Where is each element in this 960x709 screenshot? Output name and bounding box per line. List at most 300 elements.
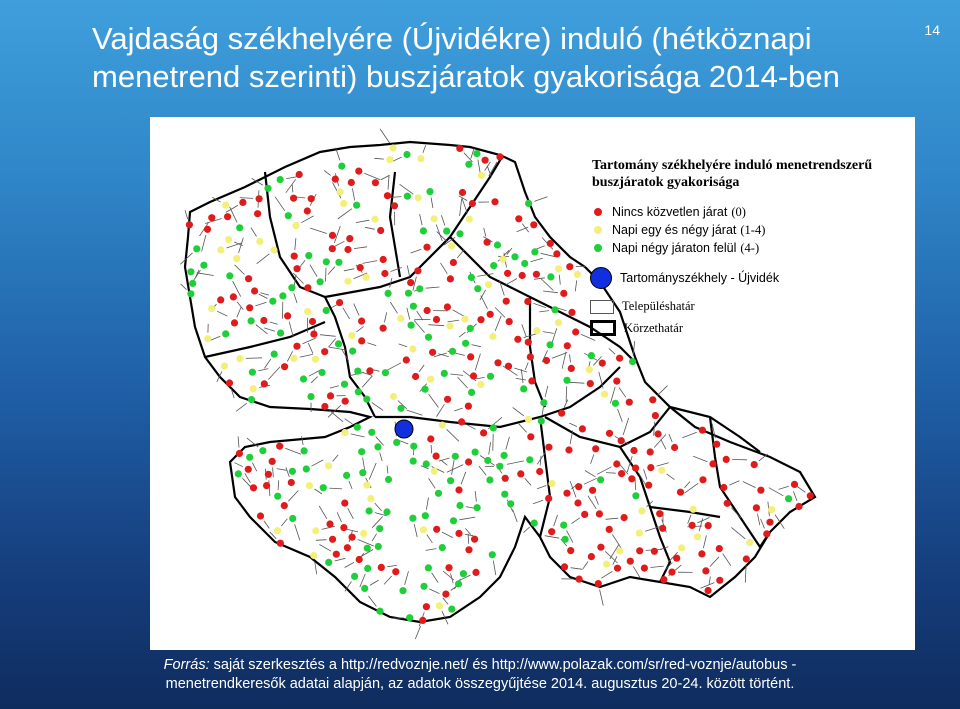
settlement-dot [465, 403, 472, 410]
settlement-dot [465, 161, 472, 168]
settlement-dot [545, 495, 552, 502]
settlement-dot [284, 312, 291, 319]
settlement-dot [340, 524, 347, 531]
map-panel [150, 117, 915, 650]
settlement-dot [501, 491, 508, 498]
settlement-dot [656, 510, 663, 517]
settlement-dot [256, 195, 263, 202]
settlement-dot [507, 500, 514, 507]
settlement-dot [380, 325, 387, 332]
legend-item-settlement-border [590, 299, 910, 314]
settlement-dot [574, 499, 581, 506]
settlement-dot [231, 319, 238, 326]
settlement-dot [456, 502, 463, 509]
legend-border-label: Körzethatár [624, 320, 683, 335]
settlement-dot [425, 564, 432, 571]
settlement-dot [410, 458, 417, 465]
settlement-dot [480, 429, 487, 436]
settlement-dot [225, 236, 232, 243]
settlement-dot [344, 544, 351, 551]
settlement-dot [349, 534, 356, 541]
settlement-dot [319, 369, 326, 376]
settlement-dot [250, 385, 257, 392]
settlement-dot [236, 450, 243, 457]
settlement-dot [222, 330, 229, 337]
settlement-dot [450, 259, 457, 266]
settlement-dot [455, 530, 462, 537]
settlement-dot [422, 512, 429, 519]
settlement-dot [304, 308, 311, 315]
settlement-dot [343, 472, 350, 479]
settlement-dot [525, 200, 532, 207]
map-legend [590, 157, 910, 336]
settlement-dot [574, 271, 581, 278]
settlement-dot [555, 265, 562, 272]
settlement-dot [424, 307, 431, 314]
settlement-dot [484, 457, 491, 464]
settlement-dot [443, 228, 450, 235]
settlement-dot [271, 351, 278, 358]
settlement-dot [375, 543, 382, 550]
settlement-dot [289, 515, 296, 522]
settlement-dot [587, 380, 594, 387]
settlement-dot [499, 256, 506, 263]
settlement-dot [392, 568, 399, 575]
settlement-dot [245, 466, 252, 473]
settlement-dot [337, 188, 344, 195]
settlement-dot [458, 418, 465, 425]
page-number: 14 [924, 22, 940, 38]
settlement-dot [636, 547, 643, 554]
settlement-dot [378, 564, 385, 571]
settlement-dot [489, 333, 496, 340]
settlement-dot [448, 606, 455, 613]
settlement-dot [444, 303, 451, 310]
settlement-dot [478, 172, 485, 179]
settlement-dot [487, 311, 494, 318]
settlement-dot [304, 207, 311, 214]
settlement-dot [456, 145, 463, 152]
settlement-dot [329, 245, 336, 252]
settlement-dot [245, 275, 252, 282]
settlement-dot [477, 381, 484, 388]
settlement-dot [279, 292, 286, 299]
settlement-dot [249, 369, 256, 376]
settlement-dot [689, 522, 696, 529]
settlement-dot [455, 580, 462, 587]
settlement-dot [390, 393, 397, 400]
settlement-dot [193, 245, 200, 252]
settlement-dot [588, 352, 595, 359]
settlement-dot [363, 396, 370, 403]
settlement-dot [276, 443, 283, 450]
settlement-dot [236, 355, 243, 362]
settlement-dot [599, 360, 606, 367]
settlement-dot [709, 460, 716, 467]
settlement-dot [482, 157, 489, 164]
settlement-dot [263, 482, 270, 489]
yellow-dot-icon [594, 226, 602, 234]
settlement-dot [467, 353, 474, 360]
settlement-dot [543, 357, 550, 364]
settlement-dot [465, 458, 472, 465]
settlement-dot [530, 221, 537, 228]
settlement-dot [698, 550, 705, 557]
settlement-dot [490, 424, 497, 431]
settlement-dot [447, 477, 454, 484]
settlement-dot [224, 213, 231, 220]
settlement-dot [217, 296, 224, 303]
settlement-dot [447, 323, 454, 330]
settlement-dot [471, 536, 478, 543]
settlement-dot [417, 155, 424, 162]
settlement-dot [239, 199, 246, 206]
settlement-dot [456, 230, 463, 237]
settlement-dot [638, 507, 645, 514]
legend-item-no-direct [590, 203, 910, 221]
settlement-dot [303, 465, 310, 472]
settlement-dot [354, 368, 361, 375]
settlement-dot [377, 227, 384, 234]
settlement-dot [269, 458, 276, 465]
settlement-dot [444, 396, 451, 403]
settlement-dot [407, 279, 414, 286]
settlement-dot [795, 503, 802, 510]
settlement-dot [473, 150, 480, 157]
settlement-dot [289, 468, 296, 475]
settlement-dot [505, 363, 512, 370]
settlement-dot [433, 526, 440, 533]
settlement-dot [390, 144, 397, 151]
settlement-dot [325, 559, 332, 566]
settlement-dot [592, 445, 599, 452]
settlement-dot [723, 456, 730, 463]
settlement-dot [320, 484, 327, 491]
settlement-dot [403, 356, 410, 363]
settlement-dot [230, 293, 237, 300]
settlement-dot [296, 171, 303, 178]
thin-border-swatch-icon [590, 300, 614, 314]
settlement-dot [269, 298, 276, 305]
settlement-dot [344, 246, 351, 253]
settlement-dot [264, 185, 271, 192]
settlement-dot [462, 340, 469, 347]
settlement-dot [807, 492, 814, 499]
settlement-dot [517, 470, 524, 477]
settlement-dot [307, 393, 314, 400]
settlement-dot [659, 525, 666, 532]
legend-border-label: Településhatár [622, 299, 695, 313]
settlement-dot [274, 527, 281, 534]
settlement-dot [363, 482, 370, 489]
settlement-dot [612, 400, 619, 407]
settlement-dot [579, 425, 586, 432]
settlement-dot [409, 345, 416, 352]
settlement-dot [251, 287, 258, 294]
settlement-dot [485, 281, 492, 288]
settlement-dot [442, 591, 449, 598]
settlement-dot [372, 216, 379, 223]
settlement-dot [526, 456, 533, 463]
settlement-border-segment [380, 129, 390, 143]
settlement-border-segment [236, 403, 247, 411]
settlement-dot [465, 546, 472, 553]
settlement-dot [468, 389, 475, 396]
settlement-dot [383, 508, 390, 515]
settlement-dot [254, 210, 261, 217]
settlement-dot [501, 452, 508, 459]
settlement-dot [300, 375, 307, 382]
settlement-dot [355, 168, 362, 175]
settlement-dot [597, 476, 604, 483]
seat-novi-sad-marker [395, 420, 413, 438]
settlement-dot [690, 506, 697, 513]
legend-item-seat [590, 267, 910, 289]
source-line-2: menetrendkeresők adatai alapján, az adatok összegyűjtése 2014. augusztus 20-24. között történt. [165, 676, 795, 692]
settlement-dot [439, 422, 446, 429]
settlement-dot [791, 481, 798, 488]
legend-title: Tartomány székhelyére induló menetrendszerű buszjáratok gyakorisága [592, 158, 873, 190]
settlement-dot [565, 446, 572, 453]
settlement-dot [528, 377, 535, 384]
settlement-dot [589, 487, 596, 494]
settlement-dot [361, 585, 368, 592]
settlement-dot [363, 274, 370, 281]
settlement-dot [376, 608, 383, 615]
settlement-dot [632, 492, 639, 499]
settlement-dot [524, 298, 531, 305]
settlement-dot [312, 356, 319, 363]
source-text-1: saját szerkesztés a http://redvoznje.net/ és http://www.polazak.com/sr/red-voznje/autobus - [213, 657, 797, 673]
settlement-dot [597, 544, 604, 551]
settlement-dot [489, 551, 496, 558]
settlement-dot [527, 433, 534, 440]
settlement-dot [340, 200, 347, 207]
settlement-dot [588, 553, 595, 560]
settlement-dot [412, 373, 419, 380]
settlement-dot [384, 192, 391, 199]
settlement-dot [246, 454, 253, 461]
settlement-dot [423, 460, 430, 467]
settlement-dot [575, 483, 582, 490]
settlement-dot [323, 258, 330, 265]
settlement-dot [277, 330, 284, 337]
settlement-dot [310, 552, 317, 559]
settlement-dot [655, 430, 662, 437]
settlement-dot [531, 248, 538, 255]
settlement-dot [455, 486, 462, 493]
settlement-dot [563, 377, 570, 384]
settlement-dot [265, 471, 272, 478]
settlement-dot [323, 307, 330, 314]
settlement-dot [246, 304, 253, 311]
settlement-dot [626, 399, 633, 406]
settlement-dot [699, 427, 706, 434]
settlement-dot [606, 430, 613, 437]
settlement-dot [567, 547, 574, 554]
settlement-dot [452, 453, 459, 460]
settlement-dot [358, 318, 365, 325]
settlement-dot [335, 340, 342, 347]
settlement-dot [606, 526, 613, 533]
settlement-dot [359, 469, 366, 476]
settlement-dot [716, 577, 723, 584]
settlement-dot [618, 470, 625, 477]
settlement-dot [477, 316, 484, 323]
settlement-dot [277, 540, 284, 547]
thick-border-swatch-icon [590, 320, 616, 336]
settlement-dot [372, 179, 379, 186]
settlement-dot [467, 325, 474, 332]
settlement-dot [374, 443, 381, 450]
settlement-dot [427, 435, 434, 442]
settlement-dot [618, 437, 625, 444]
settlement-dot [439, 544, 446, 551]
settlement-dot [200, 262, 207, 269]
settlement-dot [613, 378, 620, 385]
settlement-dot [226, 379, 233, 386]
settlement-dot [486, 476, 493, 483]
settlement-dot [702, 567, 709, 574]
settlement-dot [616, 355, 623, 362]
settlement-dot [647, 448, 654, 455]
settlement-dot [445, 564, 452, 571]
settlement-dot [533, 327, 540, 334]
settlement-dot [429, 349, 436, 356]
settlement-dot [321, 403, 328, 410]
settlement-dot [503, 298, 510, 305]
settlement-dot [576, 576, 583, 583]
settlement-dot [627, 558, 634, 565]
settlement-dot [671, 444, 678, 451]
settlement-dot [189, 280, 196, 287]
settlement-dot [349, 348, 356, 355]
settlement-dot [277, 176, 284, 183]
settlement-dot [461, 316, 468, 323]
settlement-dot [342, 398, 349, 405]
settlement-dot [260, 317, 267, 324]
settlement-dot [404, 193, 411, 200]
settlement-dot [256, 238, 263, 245]
settlement-dot [305, 252, 312, 259]
settlement-dot [304, 284, 311, 291]
settlement-dot [360, 530, 367, 537]
settlement-dot [603, 561, 610, 568]
legend-seat-label: Tartományszékhely - Újvidék [620, 271, 780, 285]
settlement-dot [356, 556, 363, 563]
settlement-dot [435, 490, 442, 497]
settlement-dot [380, 256, 387, 263]
settlement-dot [423, 244, 430, 251]
settlement-dot [511, 253, 518, 260]
settlement-dot [415, 194, 422, 201]
settlement-dot [329, 232, 336, 239]
legend-item-district-border [590, 320, 910, 336]
settlement-dot [208, 305, 215, 312]
settlement-dot [564, 342, 571, 349]
settlement-dot [581, 511, 588, 518]
settlement-dot [294, 265, 301, 272]
settlement-dot [560, 290, 567, 297]
settlement-dot [561, 563, 568, 570]
settlement-dot [366, 367, 373, 374]
settlement-dot [309, 318, 316, 325]
settlement-dot [613, 460, 620, 467]
settlement-dot [785, 495, 792, 502]
settlement-dot [290, 195, 297, 202]
green-dot-icon [594, 244, 602, 252]
settlement-dot [425, 334, 432, 341]
settlement-dot [616, 547, 623, 554]
settlement-dot [274, 493, 281, 500]
settlement-dot [448, 242, 455, 249]
settlement-dot [496, 153, 503, 160]
settlement-dot [366, 507, 373, 514]
settlement-dot [673, 555, 680, 562]
settlement-dot [317, 278, 324, 285]
settlement-dot [487, 373, 494, 380]
settlement-dot [614, 565, 621, 572]
settlement-dot [233, 255, 240, 262]
settlement-dot [348, 332, 355, 339]
settlement-dot [632, 465, 639, 472]
settlement-dot [261, 380, 268, 387]
settlement-dot [385, 290, 392, 297]
settlement-dot [397, 315, 404, 322]
settlement-dot [649, 396, 656, 403]
settlement-dot [414, 267, 421, 274]
settlement-dot [420, 526, 427, 533]
settlement-dot [248, 396, 255, 403]
settlement-dot [652, 412, 659, 419]
settlement-border-segment [326, 268, 327, 282]
settlement-dot [204, 335, 211, 342]
settlement-dot [217, 246, 224, 253]
settlement-dot [525, 416, 532, 423]
settlement-dot [288, 479, 295, 486]
settlement-dot [292, 222, 299, 229]
settlement-dot [326, 520, 333, 527]
settlement-dot [353, 202, 360, 209]
settlement-dot [724, 500, 731, 507]
settlement-dot [641, 565, 648, 572]
settlement-dot [757, 487, 764, 494]
settlement-dot [515, 215, 522, 222]
settlement-dot [558, 410, 565, 417]
settlement-dot [596, 510, 603, 517]
settlement-dot [720, 484, 727, 491]
settlement-dot [325, 462, 332, 469]
settlement-dot [466, 216, 473, 223]
settlement-dot [409, 515, 416, 522]
settlement-dot [348, 179, 355, 186]
settlement-dot [490, 262, 497, 269]
settlement-dot [468, 274, 475, 281]
settlement-dot [547, 240, 554, 247]
settlement-dot [208, 214, 215, 221]
settlement-dot [226, 272, 233, 279]
settlement-dot [410, 443, 417, 450]
settlement-dot [563, 490, 570, 497]
settlement-dot [494, 241, 501, 248]
settlement-dot [525, 339, 532, 346]
settlement-dot [204, 226, 211, 233]
settlement-dot [248, 317, 255, 324]
legend-code: (1-4) [740, 222, 766, 237]
settlement-dot [376, 525, 383, 532]
settlement-dot [333, 551, 340, 558]
settlement-dot [447, 275, 454, 282]
